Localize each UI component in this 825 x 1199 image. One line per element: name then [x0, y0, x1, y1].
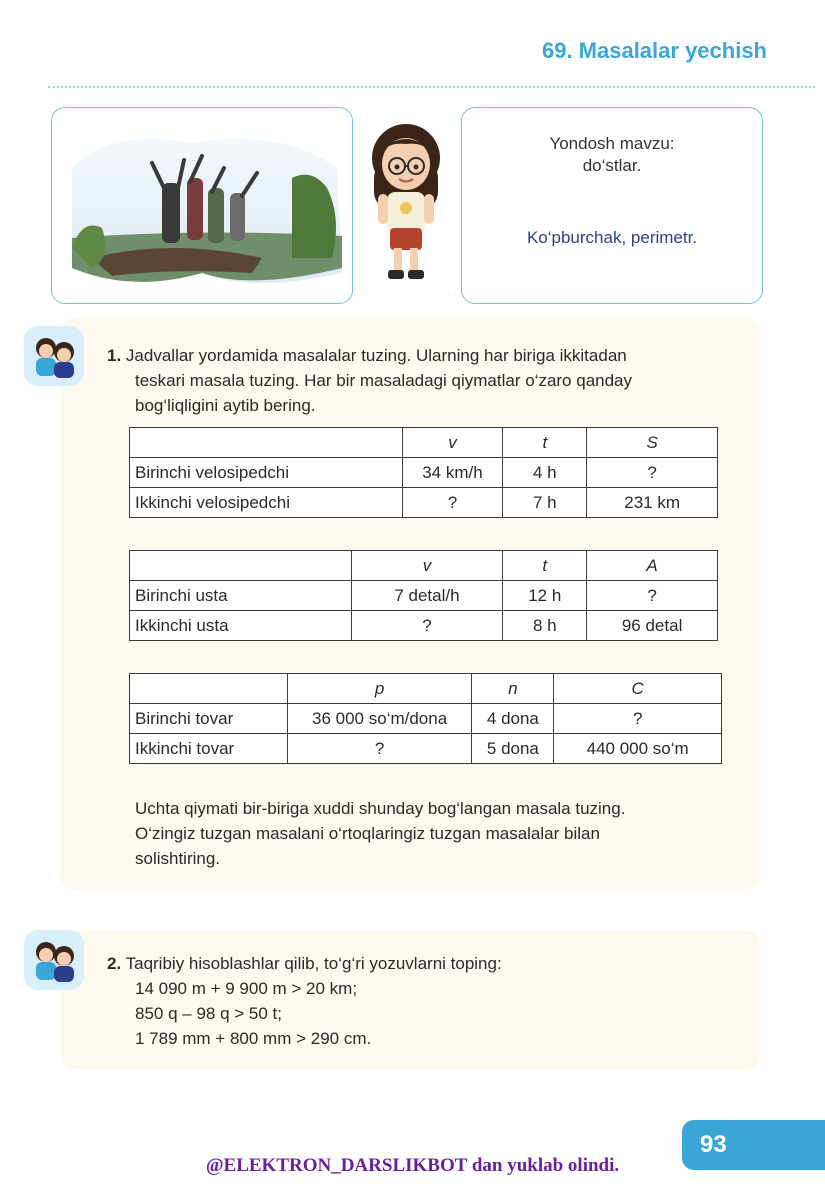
table-row	[130, 704, 722, 734]
expression-1: 14 090 m + 9 900 m > 20 km;	[135, 979, 358, 998]
table-cell: ?	[587, 581, 718, 611]
table-cell: Ikkinchi velosipedchi	[130, 488, 403, 518]
table-header-row	[130, 428, 718, 458]
table-cell: 36 000 so‘m/dona	[287, 704, 472, 734]
goods-table	[129, 673, 722, 764]
table-header: t	[503, 428, 587, 458]
table-cell: 8 h	[503, 611, 587, 641]
table-cell	[130, 428, 403, 458]
table-header: S	[587, 428, 718, 458]
table-cell: 96 detal	[587, 611, 718, 641]
topic-label: Yondosh mavzu:	[549, 134, 675, 153]
kids-icon	[24, 326, 84, 386]
table-cell: ?	[402, 488, 503, 518]
followup-line-3: solishtiring.	[135, 849, 221, 868]
table-cell	[130, 674, 288, 704]
table-row	[130, 581, 718, 611]
table-cell: Birinchi tovar	[130, 704, 288, 734]
followup-line-2: O‘zingiz tuzgan masalani o‘rtoqlaringiz tuzgan masalalar bilan	[135, 824, 600, 843]
task2-content	[107, 951, 757, 1051]
task1-line-1: Jadvallar yordamida masalalar tuzing. Ularning har biriga ikkitadan	[125, 346, 627, 365]
table-cell: 5 dona	[472, 734, 554, 764]
table-cell: 4 h	[503, 458, 587, 488]
table-cell: ?	[287, 734, 472, 764]
table-cell: 7 detal/h	[351, 581, 503, 611]
table-row	[130, 611, 718, 641]
table-cell: Ikkinchi usta	[130, 611, 352, 641]
followup-line-1: Uchta qiymati bir-biriga xuddi shunday bog‘langan masala tuzing.	[135, 799, 626, 818]
task2-instruction: Taqribiy hisoblashlar qilib, to‘g‘ri yozuvlarni toping:	[125, 954, 502, 973]
topic-value: do‘stlar.	[582, 156, 642, 175]
table-header-row	[130, 551, 718, 581]
table-header: v	[402, 428, 503, 458]
table-cell: Birinchi usta	[130, 581, 352, 611]
expression-2: 850 q – 98 q > 50 t;	[135, 1004, 282, 1023]
table-header: v	[351, 551, 503, 581]
table-cell: ?	[554, 704, 722, 734]
table-cell: 7 h	[503, 488, 587, 518]
table-cell: Ikkinchi tovar	[130, 734, 288, 764]
task2-number: 2.	[107, 954, 122, 973]
table-cell	[130, 551, 352, 581]
girl-character-illustration	[360, 120, 452, 285]
table-cell: 440 000 so‘m	[554, 734, 722, 764]
table-cell: 12 h	[503, 581, 587, 611]
table-row	[130, 458, 718, 488]
friends-photo	[51, 107, 353, 304]
table-header: A	[587, 551, 718, 581]
table-row	[130, 488, 718, 518]
table-header: t	[503, 551, 587, 581]
table-cell: 34 km/h	[402, 458, 503, 488]
table-header: p	[287, 674, 472, 704]
table-header-row	[130, 674, 722, 704]
table-header: C	[554, 674, 722, 704]
task1-number: 1.	[107, 346, 122, 365]
table-cell: ?	[587, 458, 718, 488]
topic-math: Ko‘pburchak, perimetr.	[526, 228, 698, 247]
workers-table	[129, 550, 718, 641]
task1-line-2: teskari masala tuzing. Har bir masaladagi qiymatlar o‘zaro qanday	[135, 371, 633, 390]
expression-3: 1 789 mm + 800 mm > 290 cm.	[135, 1029, 372, 1048]
table-header: n	[472, 674, 554, 704]
table-cell: ?	[351, 611, 503, 641]
page-number-badge: 93	[682, 1120, 825, 1170]
cyclists-table	[129, 427, 718, 518]
topic-card	[461, 107, 763, 304]
table-cell: 4 dona	[472, 704, 554, 734]
page-title: 69. Masalalar yechish	[541, 38, 767, 63]
footer-watermark: @ELEKTRON_DARSLIKBOT dan yuklab olindi.	[205, 1155, 620, 1176]
table-cell: Birinchi velosipedchi	[130, 458, 403, 488]
table-cell: 231 km	[587, 488, 718, 518]
kids-icon	[24, 930, 84, 990]
task1-line-3: bog‘liqligini aytib bering.	[135, 396, 316, 415]
task1-instructions	[107, 343, 757, 418]
task1-followup	[135, 796, 755, 871]
table-row	[130, 734, 722, 764]
dotted-divider	[48, 86, 815, 88]
